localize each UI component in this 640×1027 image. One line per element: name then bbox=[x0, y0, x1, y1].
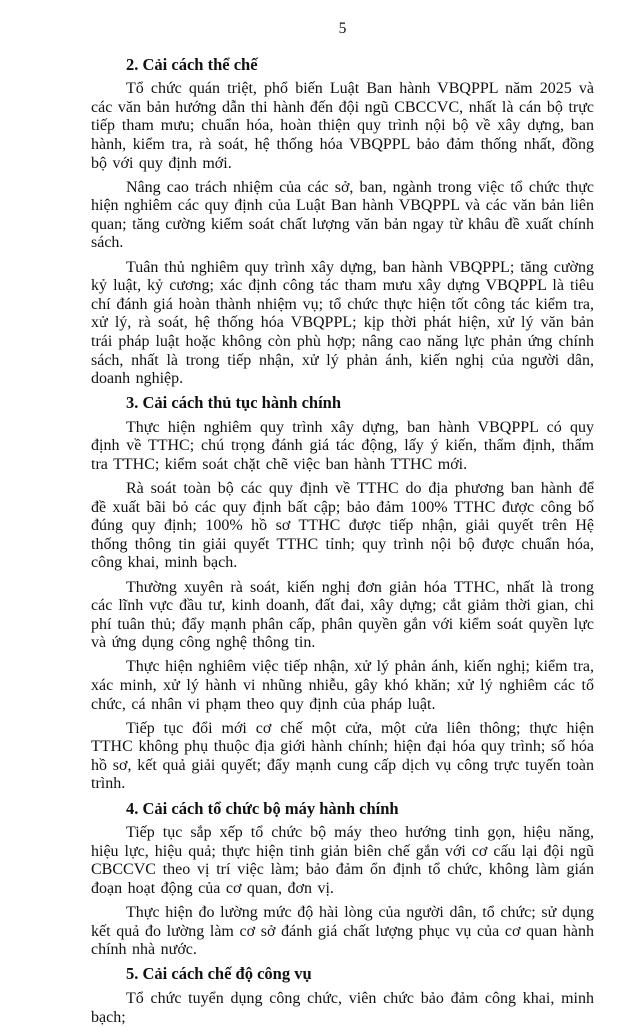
paragraph: Thường xuyên rà soát, kiến nghị đơn giản hóa TTHC, nhất là trong các lĩnh vực đầu tư, kinh doanh, đất đai, xây dựng; cắt giảm thời gian, chi phí tuân thủ; đẩy mạnh phân cấp, phân quyền gắn với kiểm soát quyền lực và ứng dụng công nghệ thông tin. bbox=[91, 578, 594, 652]
paragraph: Tiếp tục đổi mới cơ chế một cửa, một cửa liên thông; thực hiện TTHC không phụ thuộc địa giới hành chính; hiện đại hóa quy trình; số hóa hồ sơ, kết quả giải quyết; đẩy mạnh cung cấp dịch vụ công trực tuyến toàn trình. bbox=[91, 719, 594, 793]
page-number: 5 bbox=[338, 20, 347, 37]
paragraph: Tuân thủ nghiêm quy trình xây dựng, ban hành VBQPPL; tăng cường kỷ luật, kỷ cương; xác định công tác tham mưu xây dựng VBQPPL là tiêu chí đánh giá hoàn thành nhiệm vụ; tổ chức thực hiện tốt công tác kiểm tra, xử lý, rà soát, hệ thống hóa VBQPPL; kịp thời phát hiện, xử lý văn bản trái pháp luật hoặc không còn phù hợp; nâng cao năng lực phản ứng chính sách, nhất là trong tiếp nhận, xử lý phản ánh, kiến nghị của người dân, doanh nghiệp. bbox=[91, 258, 594, 388]
paragraph: Thực hiện đo lường mức độ hài lòng của người dân, tổ chức; sử dụng kết quả đo lường làm cơ sở đánh giá chất lượng phục vụ của cơ quan hành chính nhà nước. bbox=[91, 904, 594, 959]
paragraph: Tiếp tục sắp xếp tổ chức bộ máy theo hướng tinh gọn, hiệu năng, hiệu lực, hiệu quả; thực hiện tinh giản biên chế gắn với cơ cấu lại đội ngũ CBCCVC theo vị trí việc làm; bảo đảm ổn định tổ chức, không làm gián đoạn hoạt động của cơ quan, đơn vị. bbox=[91, 824, 594, 897]
paragraph: Tổ chức tuyển dụng công chức, viên chức bảo đảm công khai, minh bạch; bbox=[91, 989, 594, 1026]
paragraph: Thực hiện nghiêm việc tiếp nhận, xử lý phản ánh, kiến nghị; kiểm tra, xác minh, xử lý hành vi nhũng nhiễu, gây khó khăn; xử lý nghiêm các tổ chức, cá nhân vi phạm theo quy định của pháp luật. bbox=[91, 658, 594, 713]
paragraph: Nâng cao trách nhiệm của các sở, ban, ngành trong việc tổ chức thực hiện nghiêm các quy định của Luật Ban hành VBQPPL và các văn bản liên quan; tăng cường kiểm soát chất lượng văn bản ngay từ khâu đề xuất chính sách. bbox=[91, 178, 594, 252]
paragraph: Thực hiện nghiêm quy trình xây dựng, ban hành VBQPPL có quy định về TTHC; chú trọng đánh giá tác động, lấy ý kiến, thẩm định, thẩm tra TTHC; kiểm soát chặt chẽ việc ban hành TTHC mới. bbox=[91, 418, 594, 473]
section-heading-apparatus-reform: 4. Cải cách tổ chức bộ máy hành chính bbox=[126, 798, 399, 818]
section-heading-civil-service-reform: 5. Cải cách chế độ công vụ bbox=[126, 964, 312, 984]
paragraph: Tổ chức quán triệt, phổ biến Luật Ban hành VBQPPL năm 2025 và các văn bản hướng dẫn thi hành đến đội ngũ CBCCVC, nhất là cán bộ trực tiếp tham mưu; chuẩn hóa, hoàn thiện quy trình nội bộ về xây dựng, ban hành, kiểm tra, rà soát, hệ thống hóa VBQPPL bảo đảm thống nhất, đồng bộ với quy định mới. bbox=[91, 80, 594, 172]
section-heading-institutional-reform: 2. Cải cách thể chế bbox=[126, 54, 258, 74]
section-heading-administrative-procedures-reform: 3. Cải cách thủ tục hành chính bbox=[126, 393, 342, 413]
paragraph: Rà soát toàn bộ các quy định về TTHC do địa phương ban hành để đề xuất bãi bỏ các quy định bất cập; bảo đảm 100% TTHC được công bố đúng quy định; 100% hồ sơ TTHC được tiếp nhận, giải quyết trên Hệ thống thông tin giải quyết TTHC tỉnh; quy trình nội bộ được chuẩn hóa, công khai, minh bạch. bbox=[91, 480, 594, 572]
